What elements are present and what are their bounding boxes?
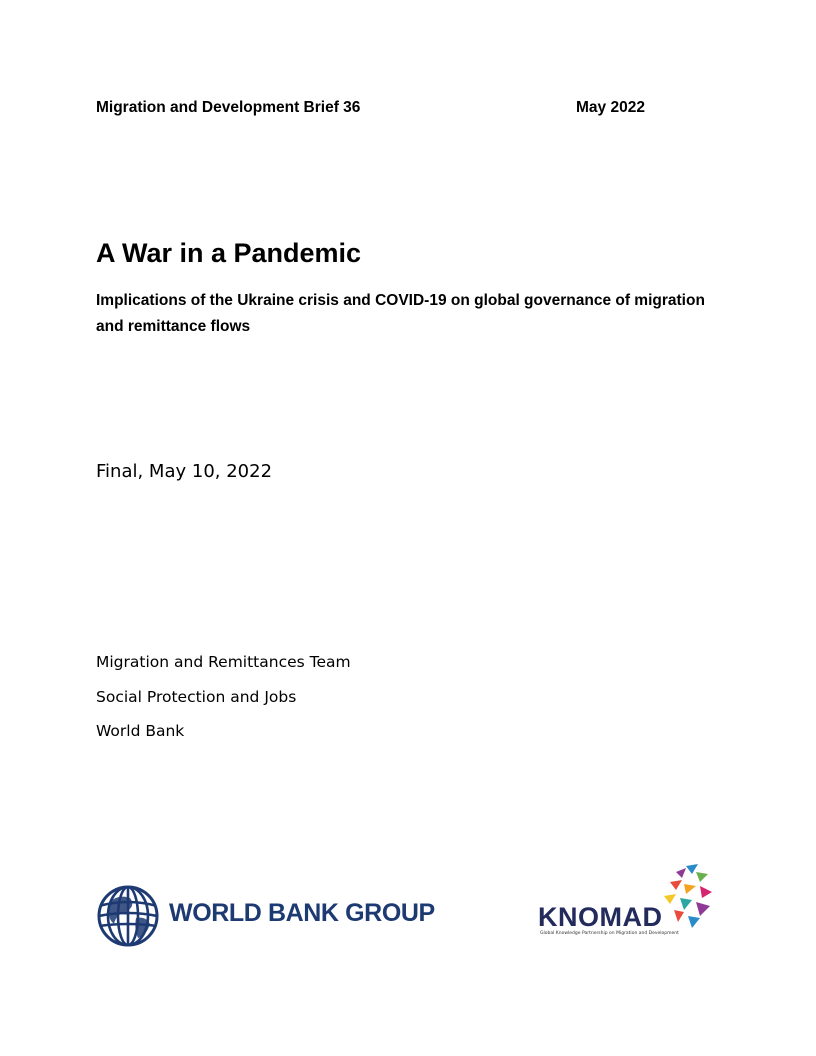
author-line-team: Migration and Remittances Team (96, 653, 351, 671)
document-subtitle: Implications of the Ukraine crisis and COVID-19 on global governance of migration and remittance flows (96, 292, 705, 335)
version-line: Final, May 10, 2022 (96, 461, 273, 482)
document-title: A War in a Pandemic (96, 238, 362, 268)
knomad-logo (538, 862, 718, 942)
world-bank-group-wordmark: WORLD BANK GROUP (169, 899, 435, 927)
knomad-wordmark: KNOMAD (538, 902, 663, 932)
series-title: Migration and Development Brief 36 (96, 99, 361, 116)
globe-icon (96, 884, 160, 948)
author-line-organization: World Bank (96, 722, 185, 740)
knomad-tagline: Global Knowledge Partnership on Migration and Development (540, 931, 679, 936)
world-bank-group-logo (96, 884, 435, 948)
knomad-burst-icon (656, 862, 716, 932)
publication-date: May 2022 (576, 99, 645, 116)
author-line-department: Social Protection and Jobs (96, 688, 297, 706)
